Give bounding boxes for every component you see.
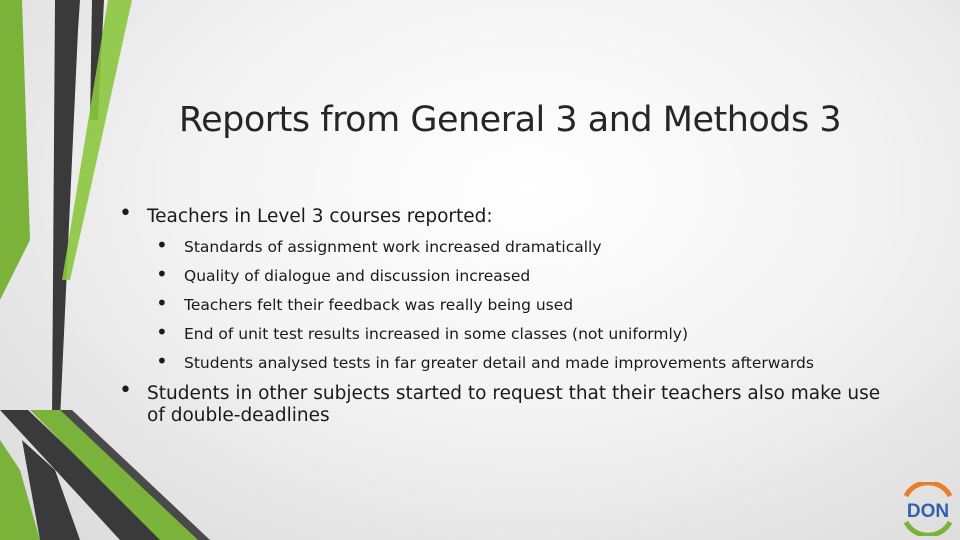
- logo-arc-top: [906, 483, 950, 496]
- bullet-text: Students in other subjects started to request that their teachers also make use of double-deadlines: [147, 383, 881, 426]
- bullet-icon: •: [119, 378, 132, 403]
- sub-bullet-item: [156, 320, 864, 344]
- sub-bullet-item: [156, 349, 864, 373]
- bullet-icon: •: [156, 291, 168, 315]
- bullet-icon: •: [156, 320, 168, 344]
- bullet-icon: •: [119, 201, 132, 226]
- sub-bullet-text: Quality of dialogue and discussion increased: [184, 267, 531, 285]
- logo-text: DON: [906, 501, 950, 522]
- sub-bullet-item: [156, 233, 864, 257]
- sub-bullet-text: Students analysed tests in far greater detail and made improvements afterwards: [184, 354, 814, 372]
- bullet-icon: •: [156, 349, 168, 373]
- bullet-text: Teachers in Level 3 courses reported:: [147, 206, 493, 227]
- green-strip-top: [0, 0, 30, 300]
- sub-bullet-text: Teachers felt their feedback was really being used: [184, 296, 574, 314]
- bullet-item: [119, 378, 888, 427]
- slide-title: Reports from General 3 and Methods 3: [178, 100, 842, 140]
- sub-bullet-item: [156, 262, 864, 286]
- sub-bullet-text: End of unit test results increased in some classes (not uniformly): [184, 325, 689, 343]
- bullet-icon: •: [156, 233, 168, 257]
- logo-arc-bottom: [906, 522, 950, 535]
- sub-bullet-item: [156, 291, 864, 315]
- sub-bullet-text: Standards of assignment work increased dramatically: [184, 238, 602, 256]
- bullet-icon: •: [156, 262, 168, 286]
- don-logo: [900, 482, 956, 536]
- bullet-item: [119, 201, 888, 228]
